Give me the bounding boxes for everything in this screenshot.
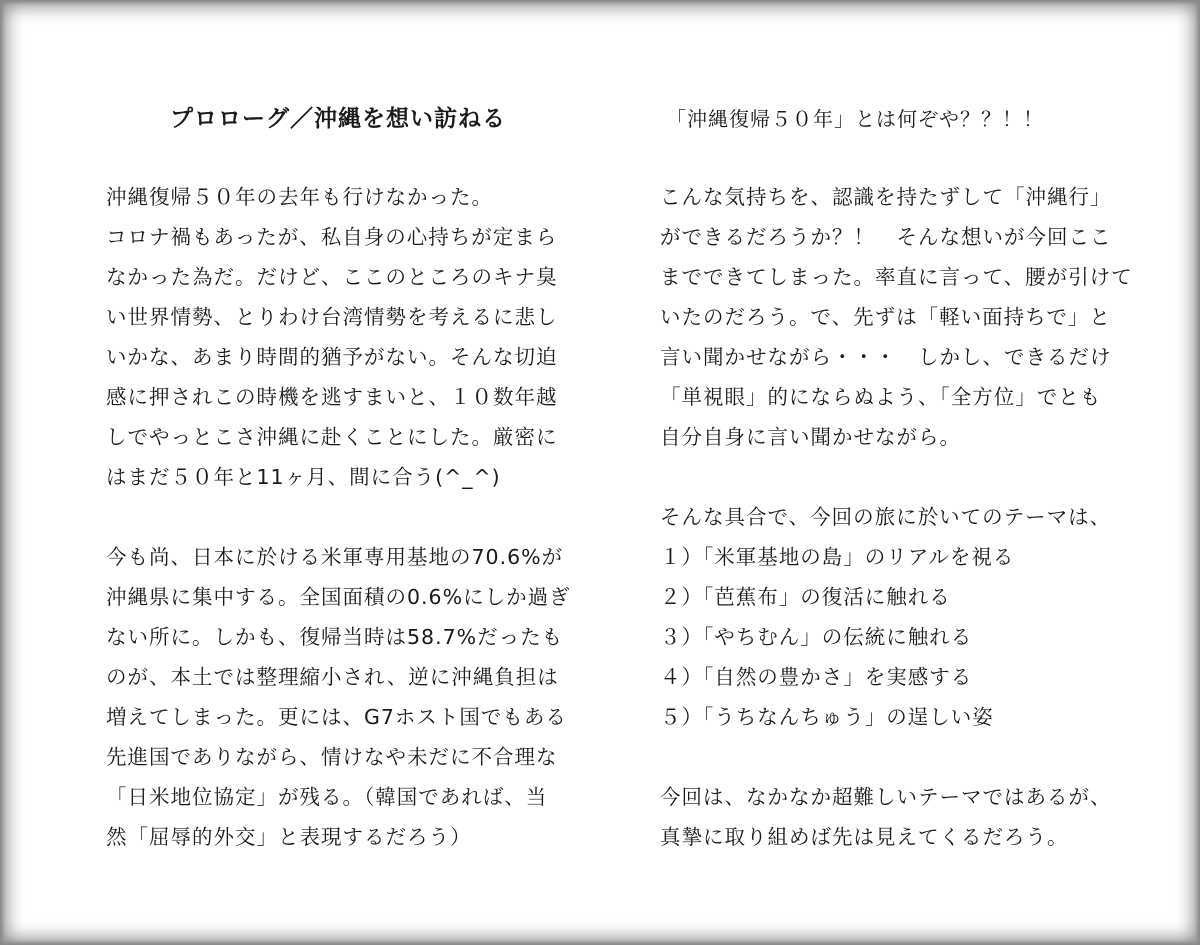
text-line: い世界情勢、とりわけ台湾情勢を考えるに悲し bbox=[106, 305, 558, 329]
text-line: 沖縄復帰５０年の去年も行けなかった。 bbox=[106, 185, 493, 209]
text-line: 増えてしまった。更には、G7ホスト国でもある bbox=[106, 705, 567, 729]
text-line: ができるだろうか？！ そんな想いが今回ここ bbox=[660, 225, 1112, 249]
text-line: なかった為だ。だけど、ここのところのキナ臭 bbox=[106, 265, 558, 289]
text-line: 「日米地位協定」が残る。（韓国であれば、当 bbox=[106, 785, 548, 809]
theme-item: ５）「うちなんちゅう」の逞しい姿 bbox=[660, 705, 994, 729]
left-paragraph-2 bbox=[106, 537, 571, 857]
theme-item: ３）「やちむん」の伝統に触れる bbox=[660, 625, 973, 649]
text-line: 言い聞かせながら・・・ しかし、できるだけ bbox=[660, 345, 1112, 369]
text-line: はまだ５０年と11ヶ月、間に合う(^_^) bbox=[106, 465, 501, 489]
page-title: プロローグ／沖縄を想い訪ねる bbox=[170, 106, 506, 132]
text-line: 沖縄県に集中する。全国面積の0.6%にしか過ぎ bbox=[106, 585, 571, 609]
right-paragraph-1 bbox=[660, 177, 1133, 457]
text-line: 今も尚、日本に於ける米軍専用基地の70.6%が bbox=[106, 545, 564, 569]
text-line: 感に押されこの時機を逃すまいと、１０数年越 bbox=[106, 385, 558, 409]
theme-item: ２）「芭蕉布」の復活に触れる bbox=[660, 585, 951, 609]
text-line: コロナ禍もあったが、私自身の心持ちが定まら bbox=[106, 225, 558, 249]
theme-intro: そんな具合で、今回の旅に於いてのテーマは、 bbox=[660, 505, 1112, 529]
text-line: のが、本土では整理縮小され、逆に沖縄負担は bbox=[106, 665, 559, 689]
text-line: までできてしまった。率直に言って、腰が引けて bbox=[660, 265, 1133, 289]
text-line: こんな気持ちを、認識を持たずして「沖縄行」 bbox=[660, 185, 1112, 209]
theme-list bbox=[660, 497, 1111, 737]
text-line: 先進国でありながら、情けなや未だに不合理な bbox=[106, 745, 558, 769]
text-line: 「単視眼」的にならぬよう、「全方位」でとも bbox=[660, 385, 1102, 409]
theme-item: ４）「自然の豊かさ」を実感する bbox=[660, 665, 973, 689]
text-line: 真摯に取り組めば先は見えてくるだろう。 bbox=[660, 825, 1069, 849]
text-line: いかな、あまり時間的猶予がない。そんな切迫 bbox=[106, 345, 558, 369]
text-line: いたのだろう。で、先ずは「軽い面持ちで」と bbox=[660, 305, 1111, 329]
theme-item: １）「米軍基地の島」のリアルを視る bbox=[660, 545, 1015, 569]
text-line: 今回は、なかなか超難しいテーマではあるが、 bbox=[660, 785, 1112, 809]
text-line: ない所に。しかも、復帰当時は58.7%だったも bbox=[106, 625, 564, 649]
right-paragraph-3 bbox=[660, 777, 1112, 857]
section-subtitle: 「沖縄復帰５０年」とは何ぞや？？！！ bbox=[666, 107, 1044, 131]
left-paragraph-1 bbox=[106, 177, 558, 497]
text-line: 自分自身に言い聞かせながら。 bbox=[660, 425, 961, 449]
text-line: しでやっとこさ沖縄に赴くことにした。厳密に bbox=[106, 425, 558, 449]
text-line: 然「屈辱的外交」と表現するだろう） bbox=[106, 825, 472, 849]
